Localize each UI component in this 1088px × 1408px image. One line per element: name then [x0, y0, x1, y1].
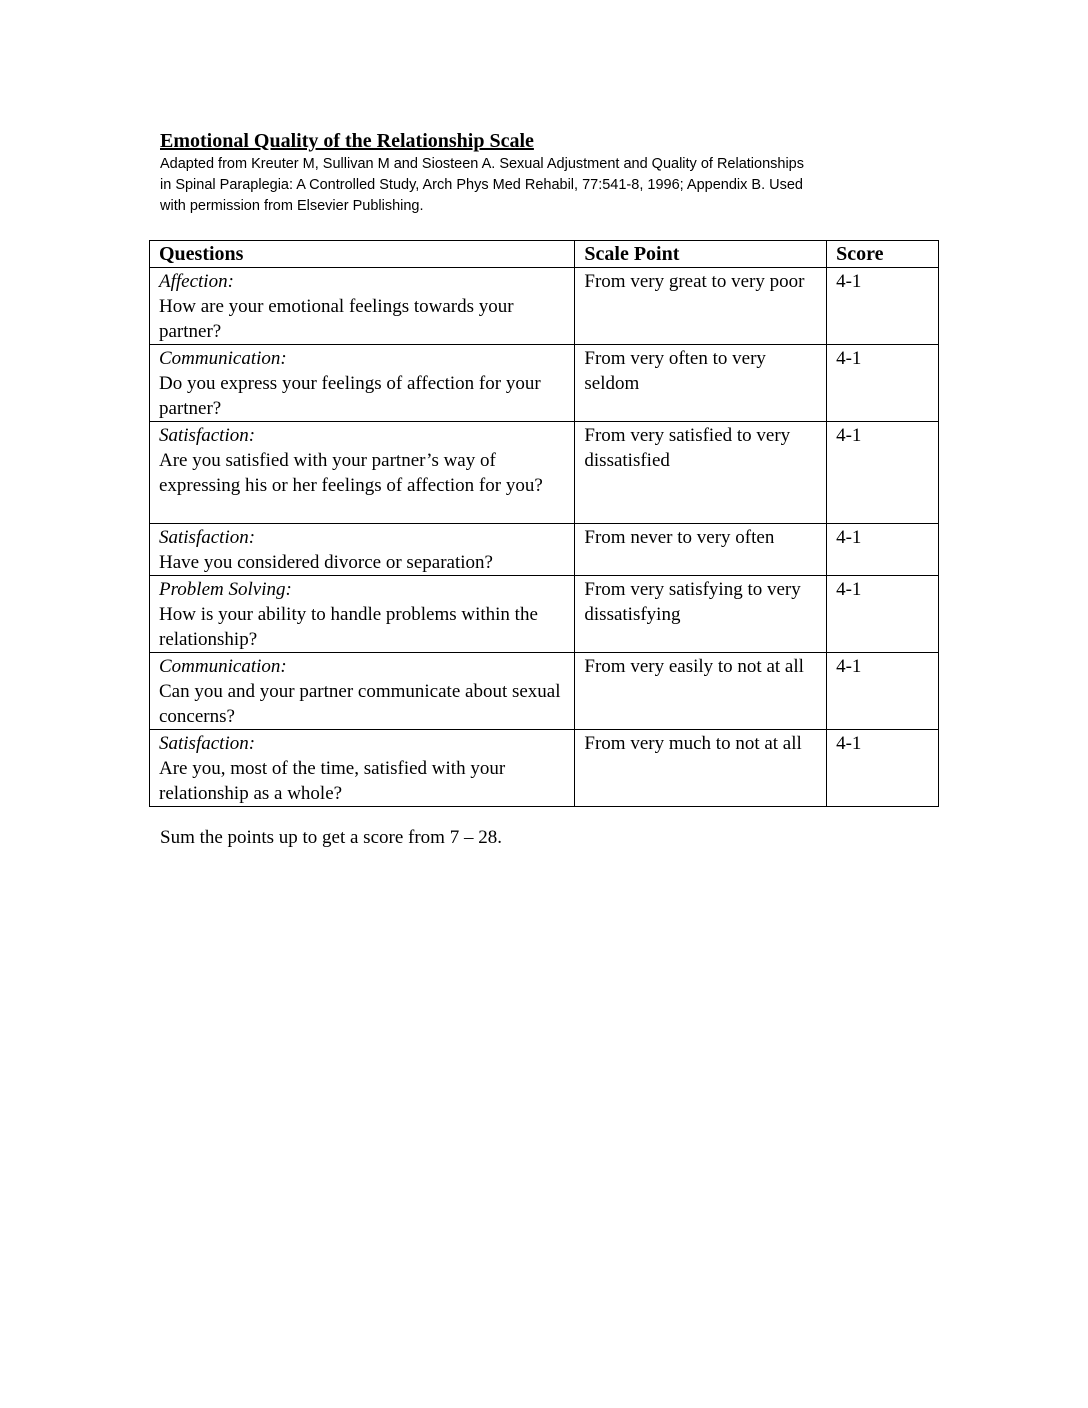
header-score: Score	[827, 241, 939, 268]
document-title: Emotional Quality of the Relationship Scale	[160, 130, 534, 152]
scoring-instructions: Sum the points up to get a score from 7 – 28.	[160, 827, 502, 848]
scale-point-cell: From very easily to not at all	[575, 653, 827, 730]
scale-point-cell: From very satisfied to very dissatisfied	[575, 422, 827, 524]
question-cell	[150, 345, 575, 422]
question-category: Satisfaction:	[159, 425, 256, 446]
question-category: Communication:	[159, 348, 287, 369]
score-cell: 4-1	[827, 345, 939, 422]
citation	[160, 154, 940, 217]
scale-table	[149, 240, 939, 807]
question-cell	[150, 268, 575, 345]
scale-point-cell: From very satisfying to very dissatisfying	[575, 576, 827, 653]
score-cell: 4-1	[827, 653, 939, 730]
header-scale-point: Scale Point	[575, 241, 827, 268]
score-cell: 4-1	[827, 524, 939, 576]
table-row	[150, 653, 939, 730]
citation-line: Adapted from Kreuter M, Sullivan M and Siosteen A. Sexual Adjustment and Quality of Relationships	[160, 156, 804, 172]
citation-line: with permission from Elsevier Publishing.	[160, 198, 424, 214]
table-row	[150, 730, 939, 807]
score-cell: 4-1	[827, 268, 939, 345]
score-cell: 4-1	[827, 730, 939, 807]
question-text: Are you satisfied with your partner’s way of expressing his or her feelings of affection for you?	[159, 450, 543, 496]
score-cell: 4-1	[827, 422, 939, 524]
question-category: Satisfaction:	[159, 733, 256, 754]
question-text: Have you considered divorce or separation?	[159, 552, 493, 573]
table-row	[150, 422, 939, 524]
question-text: Can you and your partner communicate about sexual concerns?	[159, 681, 561, 727]
question-cell	[150, 653, 575, 730]
scale-point-cell: From very great to very poor	[575, 268, 827, 345]
table-row	[150, 576, 939, 653]
question-category: Problem Solving:	[159, 579, 292, 600]
question-cell	[150, 524, 575, 576]
header-questions: Questions	[150, 241, 575, 268]
scale-point-cell: From very often to very seldom	[575, 345, 827, 422]
question-category: Affection:	[159, 271, 234, 292]
question-category: Satisfaction:	[159, 527, 256, 548]
table-row	[150, 345, 939, 422]
question-category: Communication:	[159, 656, 287, 677]
scale-point-cell: From very much to not at all	[575, 730, 827, 807]
scale-point-cell: From never to very often	[575, 524, 827, 576]
question-text: How is your ability to handle problems within the relationship?	[159, 604, 538, 650]
question-cell	[150, 422, 575, 524]
table-row	[150, 524, 939, 576]
question-text: Are you, most of the time, satisfied with your relationship as a whole?	[159, 758, 506, 804]
table-row	[150, 268, 939, 345]
question-text: Do you express your feelings of affection for your partner?	[159, 373, 541, 419]
table-header-row	[150, 241, 939, 268]
score-cell: 4-1	[827, 576, 939, 653]
citation-line: in Spinal Paraplegia: A Controlled Study, Arch Phys Med Rehabil, 77:541-8, 1996; Appendix B. Used	[160, 177, 803, 193]
question-cell	[150, 730, 575, 807]
question-cell	[150, 576, 575, 653]
question-text: How are your emotional feelings towards your partner?	[159, 296, 514, 342]
